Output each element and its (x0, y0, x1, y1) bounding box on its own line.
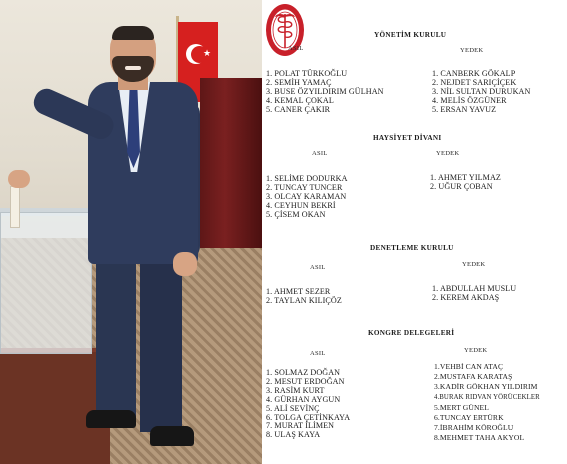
list-item: 1. AHMET YILMAZ (430, 173, 501, 182)
ballot-photo (0, 0, 262, 464)
col-head-yedek: YEDEK (464, 347, 488, 354)
list-item: 4. KEMAL ÇOKAL (266, 95, 334, 105)
photo-curtain (200, 78, 262, 248)
col-head-asil: ASIL (310, 350, 326, 357)
person-shoe-left (86, 410, 136, 428)
list-item: 1. SOLMAZ DOĞAN (266, 368, 341, 377)
col-head-yedek: YEDEK (436, 150, 460, 157)
list-item: 8. ULAŞ KAYA (266, 430, 321, 440)
ballot-paper (10, 186, 20, 228)
list-item: 2. NEJDET SARIÇİÇEK (432, 77, 517, 87)
list-item: 1. ABDULLAH MUSLU (432, 284, 517, 293)
list-item: 5. ERSAN YAVUZ (432, 104, 497, 114)
section-title-yonetim-kurulu: YÖNETİM KURULU (374, 31, 447, 39)
list-item: 2.MUSTAFA KARATAŞ (434, 372, 513, 382)
list-item: 5.MERT GÜNEL (434, 402, 490, 412)
ballot-box (0, 212, 92, 354)
yonetim-asil-list (266, 70, 384, 115)
col-head-yedek: YEDEK (462, 261, 486, 268)
list-item: 7.İBRAHİM KÖROĞLU (434, 423, 514, 433)
list-item: 2. TAYLAN KILIÇÖZ (266, 295, 342, 305)
col-head-asil: ASIL (288, 45, 304, 52)
list-item: 1. SELİME DODURKA (266, 174, 348, 183)
list-item: 4. CEYHUN BEKRİ (266, 200, 336, 210)
haysiyet-asil-list (266, 175, 348, 220)
list-item: 2. MESUT ERDOĞAN (266, 376, 345, 386)
person-hair (112, 26, 154, 40)
flag-star-icon: ★ (203, 49, 212, 59)
list-item: 3. NİL SULTAN DURUKAN (432, 86, 531, 96)
list-item: 3. RASİM KURT (266, 385, 325, 395)
list-item: 4.BURAK RIDVAN YÖRÜCEKLER (434, 393, 540, 401)
list-item: 2. KEREM AKDAŞ (432, 292, 500, 302)
list-item: 3. OLCAY KARAMAN (266, 191, 347, 201)
list-item: 2. UĞUR ÇOBAN (430, 181, 493, 191)
person-leg-left (96, 262, 136, 422)
col-head-yedek: YEDEK (460, 47, 484, 54)
list-item: 6.TUNCAY ERTÜRK (434, 413, 504, 423)
list-item: 2. TUNCAY TUNCER (266, 182, 343, 192)
list-item: 1. POLAT TÜRKOĞLU (266, 69, 348, 78)
section-title-haysiyet-divani: HAYSİYET DİVANI (373, 134, 442, 142)
list-item: 3.KADİR GÖKHAN YILDIRIM (434, 382, 538, 392)
denetleme-asil-list (266, 288, 342, 306)
person-leg-right (140, 262, 182, 432)
kongre-yedek-list (434, 362, 540, 444)
person-shoe-right (150, 426, 194, 446)
list-item: 7. MURAT İLİMEN (266, 421, 335, 431)
list-item: 1.VEHBİ CAN ATAÇ (434, 362, 504, 371)
denetleme-yedek-list (432, 285, 516, 303)
list-item: 3. BUSE ÖZYILDIRIM GÜLHAN (266, 86, 384, 96)
list-item: 8.MEHMET TAHA AKYOL (434, 433, 525, 443)
list-item: 5. CANER ÇAKIR (266, 104, 331, 114)
list-item: 4. MELİS ÖZGÜNER (432, 95, 507, 105)
list-item: 6. TOLGA ÇETİNKAYA (266, 412, 351, 422)
list-item: 5. ÇİSEM OKAN (266, 209, 326, 219)
person-hand-right (173, 252, 197, 276)
kongre-asil-list (266, 369, 350, 440)
section-title-kongre-delegeleri: KONGRE DELEGELERİ (368, 329, 455, 337)
col-head-asil: ASIL (312, 150, 328, 157)
person-hand-left (8, 170, 30, 188)
yonetim-yedek-list (432, 70, 530, 115)
list-item: 1. CANBERK GÖKALP (432, 69, 516, 78)
list-item: 1. AHMET SEZER (266, 287, 331, 296)
list-item: 5. ALİ SEVİNÇ (266, 403, 320, 413)
haysiyet-yedek-list (430, 174, 501, 192)
col-head-asil: ASIL (310, 264, 326, 271)
election-results-document (262, 0, 567, 464)
list-item: 4. GÜRHAN AYGUN (266, 394, 341, 404)
section-title-denetleme-kurulu: DENETLEME KURULU (370, 244, 454, 252)
list-item: 2. SEMİH YAMAÇ (266, 77, 332, 87)
